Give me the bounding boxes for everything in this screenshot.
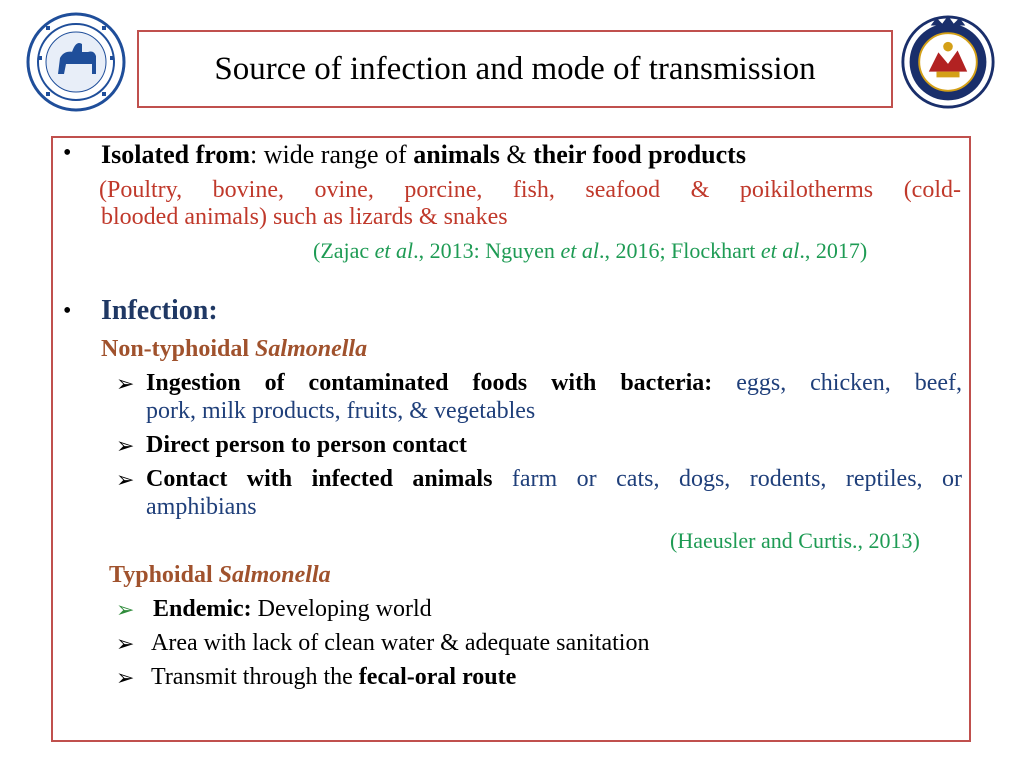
nontyphoidal-heading: Non-typhoidal Salmonella xyxy=(101,336,368,362)
nt-item-animals-line2: amphibians xyxy=(146,494,257,520)
nt-item-ingestion-line2: pork, milk products, fruits, & vegetables xyxy=(146,398,536,424)
t-item-fecal-oral: Transmit through the fecal-oral route xyxy=(151,664,517,690)
infection-reference: (Haeusler and Curtis., 2013) xyxy=(670,528,920,553)
arrow-bullet: ➢ xyxy=(116,631,135,656)
typhoidal-heading: Typhoidal Salmonella xyxy=(109,562,331,588)
t-item-sanitation: Area with lack of clean water & adequate sanitation xyxy=(151,630,650,656)
isolated-detail-line1: (Poultry, bovine, ovine, porcine, fish, seafood & poikilotherms (cold- xyxy=(99,177,961,203)
page-title: Source of infection and mode of transmission xyxy=(214,50,816,87)
bullet-infection: • xyxy=(63,298,72,324)
nt-item-direct-contact: Direct person to person contact xyxy=(146,432,467,458)
arrow-bullet: ➢ xyxy=(116,597,135,622)
isolated-reference: (Zajac et al., 2013: Nguyen et al., 2016; Flockhart et al., 2017) xyxy=(313,238,868,263)
nt-item-animals-line1: Contact with infected animals farm or cats, dogs, rodents, reptiles, or xyxy=(146,466,963,492)
arrow-bullet: ➢ xyxy=(116,433,135,458)
arrow-bullet: ➢ xyxy=(116,665,135,690)
isolated-detail-line2: blooded animals) such as lizards & snakes xyxy=(101,204,508,230)
isolated-from-line: Isolated from: wide range of animals & their food products xyxy=(101,140,746,169)
bullet-isolated: • xyxy=(63,140,72,166)
title-box xyxy=(137,30,893,108)
t-item-endemic: Endemic: Developing world xyxy=(153,596,432,622)
arrow-bullet: ➢ xyxy=(116,467,135,492)
arrow-bullet: ➢ xyxy=(116,371,135,396)
university-seal-logo xyxy=(26,12,126,112)
college-seal-logo xyxy=(900,14,996,110)
infection-heading: Infection: xyxy=(101,295,218,326)
nt-item-ingestion-line1: Ingestion of contaminated foods with bacteria: eggs, chicken, beef, xyxy=(146,370,962,396)
